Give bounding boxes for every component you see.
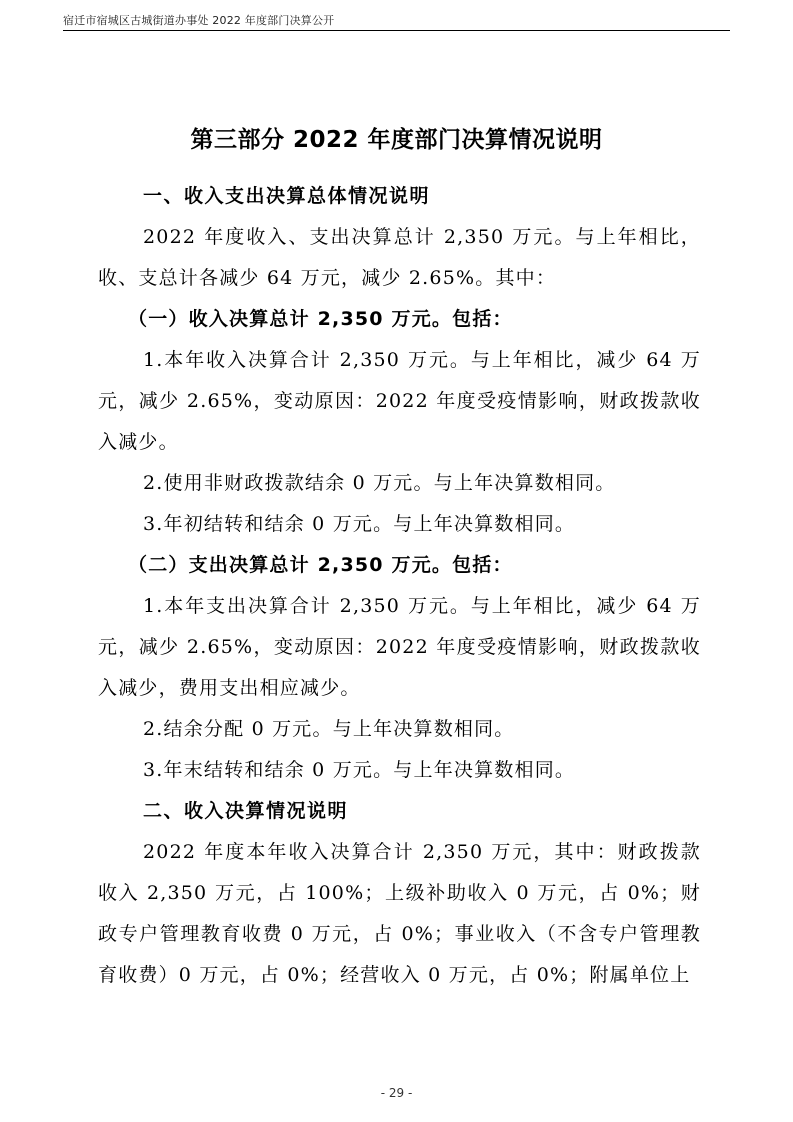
subsection-heading-income-total: （一）收入决算总计 2,350 万元。包括： <box>128 308 513 330</box>
income-item-3: 3.年初结转和结余 0 万元。与上年决算数相同。 <box>143 513 576 535</box>
income-item-1: 1.本年收入决算合计 2,350 万元。与上年相比，减少 64 万元，减少 2.65%，变动原因：2022 年度受疫情影响，财政拨款收入减少。 <box>98 349 701 453</box>
expenditure-item-3: 3.年末结转和结余 0 万元。与上年决算数相同。 <box>143 759 576 781</box>
page-number: - 29 - <box>380 1086 413 1100</box>
income-item-2: 2.使用非财政拨款结余 0 万元。与上年决算数相同。 <box>143 472 616 494</box>
income-detail-paragraph: 2022 年度本年收入决算合计 2,350 万元，其中：财政拨款收入 2,350 万元，占 100%；上级补助收入 0 万元，占 0%；财政专户管理教育收费 0 万元，占 0%；事业收入（不含专户管理教育收费）0 万元，占 0%；经营收入 0 万元，占 0%；附属单位上 <box>98 841 701 986</box>
expenditure-item-1: 1.本年支出决算合计 2,350 万元。与上年相比，减少 64 万元，减少 2.65%，变动原因：2022 年度受疫情影响，财政拨款收入减少，费用支出相应减少。 <box>98 595 701 699</box>
header-divider <box>63 30 730 31</box>
page-title: 第三部分 2022 年度部门决算情况说明 <box>190 127 603 154</box>
overview-paragraph: 2022 年度收入、支出决算总计 2,350 万元。与上年相比，收、支总计各减少 64 万元，减少 2.65%。其中： <box>98 226 701 289</box>
running-header: 宿迁市宿城区古城街道办事处 2022 年度部门决算公开 <box>63 14 335 27</box>
section-heading-overview: 一、收入支出决算总体情况说明 <box>143 185 431 207</box>
subsection-heading-expenditure-total: （二）支出决算总计 2,350 万元。包括： <box>128 554 513 576</box>
section-heading-income-detail: 二、收入决算情况说明 <box>143 800 349 822</box>
document-body <box>98 176 701 996</box>
expenditure-item-2: 2.结余分配 0 万元。与上年决算数相同。 <box>143 718 515 740</box>
